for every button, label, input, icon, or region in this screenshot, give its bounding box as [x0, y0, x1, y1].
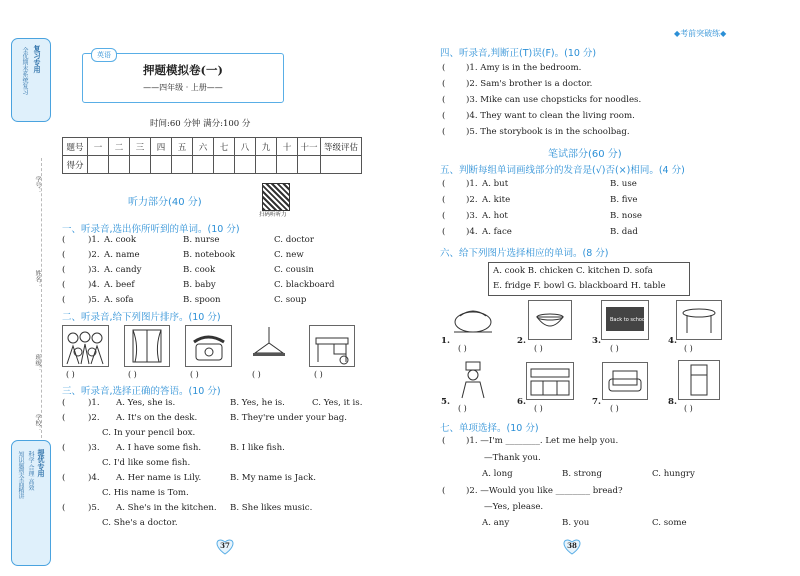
s3-answer-blank[interactable]: ( — [62, 398, 66, 408]
s3-option-c: C. I'd like some fish. — [102, 458, 191, 468]
s7-q1-opt-c: C. hungry — [652, 469, 695, 479]
pic-num-1: 1. — [441, 336, 450, 346]
s1-option-c: C. doctor — [274, 235, 314, 245]
sidebar-bottom-badge — [11, 440, 51, 566]
table-picture — [676, 300, 722, 340]
score-table-cell: 题号 — [63, 138, 88, 156]
s1-answer-blank[interactable]: ( — [62, 280, 66, 290]
s1-item-number: )2. — [88, 250, 100, 260]
s1-option-a: A. sofa — [104, 295, 134, 305]
s3-item-number: )5. — [88, 503, 100, 513]
section3-title: 三、听录音,选择正确的答语。(10 分) — [62, 386, 221, 397]
s3-item-number: )1. — [88, 398, 100, 408]
s5-word-b: B. five — [610, 195, 638, 205]
s4-answer-blank[interactable]: ( — [442, 79, 446, 89]
s2-answer-4[interactable]: ( ) — [252, 370, 261, 379]
s1-option-c: C. blackboard — [274, 280, 335, 290]
score-table-cell: 得分 — [63, 156, 88, 174]
s6-answer-3[interactable]: ( ) — [610, 344, 619, 353]
s7-question-1: )1. —I'm ________. Let me help you. — [466, 436, 619, 446]
s7-q1-reply: —Thank you. — [484, 453, 541, 463]
s5-item-number: )1. — [466, 179, 478, 189]
s7-q2-reply: —Yes, please. — [484, 502, 544, 512]
s7-q2-opt-a: A. any — [482, 518, 510, 528]
s6-answer-4[interactable]: ( ) — [684, 344, 693, 353]
score-table-cell: 三 — [130, 138, 151, 156]
score-table-cell: 九 — [256, 138, 277, 156]
s3-option-b: B. They're under your bag. — [230, 413, 348, 423]
page-title: 押题模拟卷(一) — [143, 63, 223, 77]
s3-item-number: )3. — [88, 443, 100, 453]
s5-item-number: )3. — [466, 211, 478, 221]
s5-word-a: A. hot — [482, 211, 508, 221]
s2-answer-3[interactable]: ( ) — [190, 370, 199, 379]
s1-option-b: B. cook — [183, 265, 216, 275]
s7-question-2: )2. —Would you like ________ bread? — [466, 486, 623, 496]
s1-option-a: A. name — [104, 250, 140, 260]
s7-q1-opt-a: A. long — [482, 469, 513, 479]
s1-option-b: B. spoon — [183, 295, 221, 305]
s4-statement: )3. Mike can use chopsticks for noodles. — [466, 95, 642, 105]
field-student-id: 学号： — [34, 176, 41, 194]
s4-statement: )2. Sam's brother is a doctor. — [466, 79, 593, 89]
sidebar-dashline — [41, 158, 42, 438]
bowl-picture — [528, 300, 572, 340]
s2-answer-2[interactable]: ( ) — [128, 370, 137, 379]
subject-badge: 英语 — [91, 48, 117, 62]
chicken-picture — [450, 300, 496, 340]
word-options-box — [488, 262, 690, 296]
s3-item-number: )4. — [88, 473, 100, 483]
s3-answer-blank[interactable]: ( — [62, 503, 66, 513]
header-tag: ◆考前突破练◆ — [674, 29, 727, 38]
s1-option-a: A. cook — [104, 235, 137, 245]
pic-num-5: 5. — [441, 397, 450, 407]
cook-picture — [452, 360, 494, 400]
s4-answer-blank[interactable]: ( — [442, 95, 446, 105]
sidebar-bottom-sub: 科学 合理 高效 — [27, 451, 34, 491]
pic-num-7: 7. — [592, 397, 601, 407]
s3-answer-blank[interactable]: ( — [62, 413, 66, 423]
word-options-row2: E. fridge F. bowl G. blackboard H. table — [493, 281, 666, 291]
s1-answer-blank[interactable]: ( — [62, 250, 66, 260]
s2-answer-5[interactable]: ( ) — [314, 370, 323, 379]
s5-word-b: B. nose — [610, 211, 642, 221]
s3-option-b: B. Yes, he is. — [230, 398, 285, 408]
s5-answer-blank[interactable]: ( — [442, 195, 446, 205]
field-school: 学校： — [34, 414, 41, 432]
s3-option-a: A. She's in the kitchen. — [116, 503, 217, 513]
s3-option-a: A. I have some fish. — [116, 443, 202, 453]
time-score-line: 时间:60 分钟 满分:100 分 — [150, 119, 251, 129]
s1-option-b: B. baby — [183, 280, 216, 290]
score-table — [62, 137, 362, 174]
written-header: 笔试部分(60 分) — [548, 149, 622, 160]
score-table-cell: 十 — [277, 138, 298, 156]
q2-paren-open: ( — [442, 486, 446, 496]
s4-answer-blank[interactable]: ( — [442, 127, 446, 137]
s5-item-number: )4. — [466, 227, 478, 237]
lamp-picture — [247, 325, 292, 365]
sidebar-top-sub: 全优期末系统复习 — [21, 47, 28, 95]
family-picture — [62, 325, 109, 367]
sofa-picture — [602, 362, 648, 400]
pic-num-2: 2. — [517, 336, 526, 346]
section4-title: 四、听录音,判断正(T)误(F)。(10 分) — [440, 48, 597, 59]
field-class: 班级： — [34, 354, 41, 372]
section6-title: 六、给下列图片选择相应的单词。(8 分) — [440, 248, 609, 259]
s1-item-number: )4. — [88, 280, 100, 290]
page-number-left: 37 — [220, 541, 230, 550]
s3-option-c: C. Yes, it is. — [312, 398, 363, 408]
s1-answer-blank[interactable]: ( — [62, 295, 66, 305]
s6-answer-2[interactable]: ( ) — [534, 344, 543, 353]
word-options-row1: A. cook B. chicken C. kitchen D. sofa — [493, 266, 653, 276]
s1-item-number: )1. — [88, 235, 100, 245]
s3-option-a: A. Yes, she is. — [116, 398, 176, 408]
score-table-cell: 六 — [193, 138, 214, 156]
s3-option-c: C. She's a doctor. — [102, 518, 178, 528]
s5-word-b: B. dad — [610, 227, 638, 237]
s5-word-a: A. face — [482, 227, 512, 237]
pic-num-3: 3. — [592, 336, 601, 346]
pic-num-6: 6. — [517, 397, 526, 407]
s6-answer-5[interactable]: ( ) — [458, 404, 467, 413]
s3-option-a: A. Her name is Lily. — [116, 473, 202, 483]
pic-num-4: 4. — [668, 336, 677, 346]
s7-q2-opt-b: B. you — [562, 518, 590, 528]
s1-answer-blank[interactable]: ( — [62, 235, 66, 245]
title-box — [82, 53, 284, 103]
left-sidebar — [11, 38, 49, 568]
section1-title: 一、听录音,选出你所听到的单词。(10 分) — [62, 224, 240, 235]
s5-answer-blank[interactable]: ( — [442, 179, 446, 189]
page-subtitle: ——四年级 · 上册—— — [143, 83, 223, 92]
s4-answer-blank[interactable]: ( — [442, 63, 446, 73]
score-table-score-row — [63, 156, 362, 174]
s4-statement: )4. They want to clean the living room. — [466, 111, 635, 121]
score-table-header-row — [63, 138, 362, 156]
s1-option-c: C. new — [274, 250, 304, 260]
s4-statement: )5. The storybook is in the schoolbag. — [466, 127, 630, 137]
s5-word-a: A. kite — [482, 195, 511, 205]
s5-item-number: )2. — [466, 195, 478, 205]
s5-word-a: A. but — [482, 179, 509, 189]
sidebar-top-text: 复习专用 — [33, 45, 41, 73]
s6-answer-7[interactable]: ( ) — [610, 404, 619, 413]
s4-answer-blank[interactable]: ( — [442, 111, 446, 121]
fridge-picture — [678, 360, 720, 400]
score-table-cell: 一 — [88, 138, 109, 156]
s1-option-b: B. nurse — [183, 235, 220, 245]
s6-answer-8[interactable]: ( ) — [684, 404, 693, 413]
s1-option-a: A. beef — [104, 280, 135, 290]
s3-option-b: B. She likes music. — [230, 503, 313, 513]
s5-word-b: B. use — [610, 179, 637, 189]
s5-answer-blank[interactable]: ( — [442, 211, 446, 221]
s3-answer-blank[interactable]: ( — [62, 443, 66, 453]
s3-option-c: C. His name is Tom. — [102, 488, 189, 498]
s3-option-c: C. In your pencil box. — [102, 428, 196, 438]
sidebar-bottom-text: 提优专用 — [37, 449, 45, 477]
s3-option-b: B. I like fish. — [230, 443, 285, 453]
listening-header: 听力部分(40 分) — [128, 197, 202, 208]
score-table-cell: 等级评估 — [321, 138, 362, 156]
score-table-cell: 八 — [235, 138, 256, 156]
field-name: 姓名： — [34, 270, 41, 288]
kitchen-picture — [526, 362, 574, 400]
s3-item-number: )2. — [88, 413, 100, 423]
s1-option-c: C. cousin — [274, 265, 314, 275]
window-picture — [124, 325, 170, 367]
s3-answer-blank[interactable]: ( — [62, 473, 66, 483]
s6-answer-6[interactable]: ( ) — [534, 404, 543, 413]
s6-answer-1[interactable]: ( ) — [458, 344, 467, 353]
score-table-cell: 十一 — [298, 138, 321, 156]
blackboard-picture — [601, 300, 649, 340]
sidebar-top-badge — [11, 38, 51, 122]
pic-num-8: 8. — [668, 397, 677, 407]
s2-answer-1[interactable]: ( ) — [66, 370, 75, 379]
s3-option-b: B. My name is Jack. — [230, 473, 317, 483]
q1-paren-open: ( — [442, 436, 446, 446]
s1-answer-blank[interactable]: ( — [62, 265, 66, 275]
section2-title: 二、听录音,给下列图片排序。(10 分) — [62, 312, 221, 323]
board-text: Back to school — [610, 317, 647, 323]
telephone-picture — [185, 325, 232, 367]
section5-title: 五、判断每组单词画线部分的发音是(√)否(×)相同。(4 分) — [440, 165, 685, 176]
qr-code — [262, 183, 290, 211]
score-table-cell: 七 — [214, 138, 235, 156]
s1-option-a: A. candy — [104, 265, 142, 275]
desk-picture — [309, 325, 355, 367]
s1-option-c: C. soup — [274, 295, 307, 305]
score-table-cell: 四 — [151, 138, 172, 156]
qr-label: 扫码听听力 — [259, 212, 287, 218]
score-table-cell: 二 — [109, 138, 130, 156]
s7-q2-opt-c: C. some — [652, 518, 687, 528]
s1-item-number: )3. — [88, 265, 100, 275]
s1-item-number: )5. — [88, 295, 100, 305]
sidebar-bottom-sub2: 知识题型全面精讲 — [17, 451, 24, 499]
s1-option-b: B. notebook — [183, 250, 236, 260]
page-number-right: 38 — [567, 541, 577, 550]
score-table-cell: 五 — [172, 138, 193, 156]
s5-answer-blank[interactable]: ( — [442, 227, 446, 237]
s4-statement: )1. Amy is in the bedroom. — [466, 63, 582, 73]
section7-title: 七、单项选择。(10 分) — [440, 423, 539, 434]
s3-option-a: A. It's on the desk. — [116, 413, 198, 423]
s7-q1-opt-b: B. strong — [562, 469, 602, 479]
